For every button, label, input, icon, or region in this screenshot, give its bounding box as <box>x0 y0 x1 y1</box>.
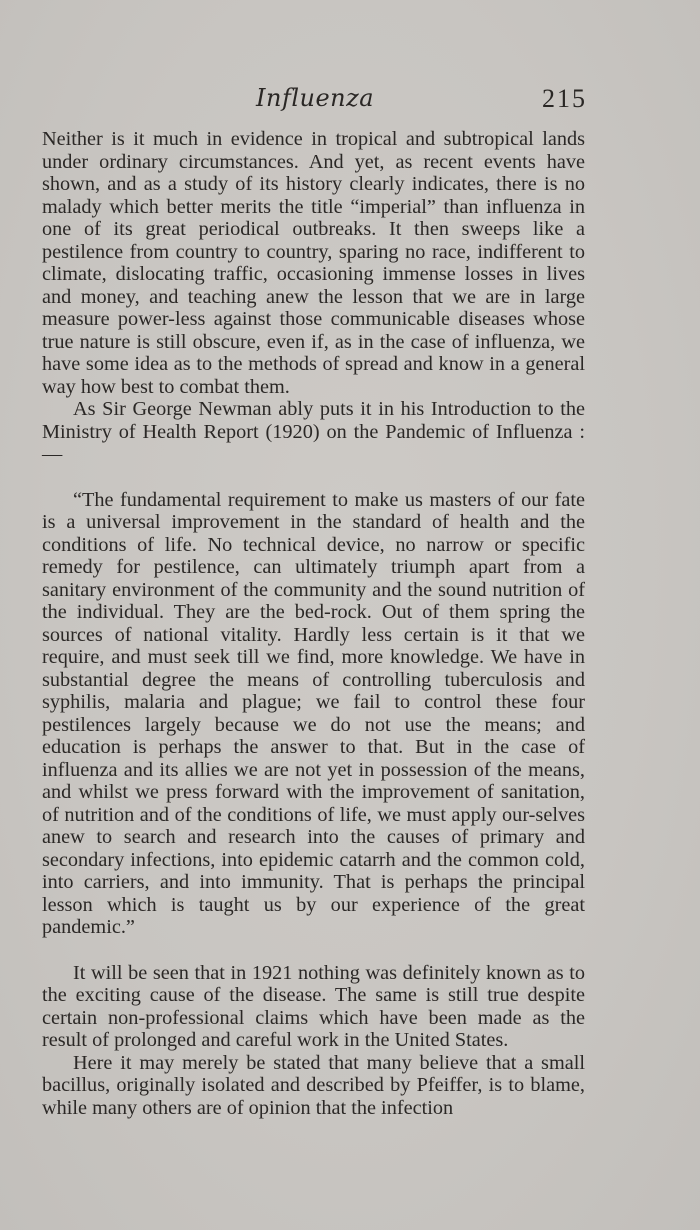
paragraph-1921: It will be seen that in 1921 nothing was definitely known as to the exciting cause of the disease. The same is still true despite certain non-professional claims which have been made as the result of prolonged and careful work in the United States. <box>42 961 585 1051</box>
block-quote: “The fundamental requirement to make us masters of our fate is a universal improvement in the standard of health and the conditions of life. No technical device, no narrow or specific remedy for pestilence, can ultimately triumph apart from a sanitary environment of the community and the sound nutrition of the individual. They are the bed-rock. Out of them spring the sources of national vitality. Hardly less certain is it that we require, and must seek till we find, more knowledge. We have in substantial degree the means of controlling tuberculosis and syphilis, malaria and plague; we fail to control these four pestilences largely because we do not use the means; and education is perhaps the answer to that. But in the case of influenza and its allies we are not yet in possession of the means, and whilst we press forward with the improvement of sanitation, of nutrition and of the conditions of life, we must apply our-selves anew to search and research into the causes of primary and secondary infections, into epidemic catarrh and the common cold, into carriers, and into immunity. That is perhaps the principal lesson which is taught us by our experience of the great pandemic.” <box>42 488 585 938</box>
paragraph-newman: As Sir George Newman ably puts it in his Introduction to the Ministry of Health Report (1920) on the Pandemic of Influenza :— <box>42 398 585 465</box>
page-header <box>42 84 587 124</box>
body-text <box>42 128 585 1119</box>
running-title: Influenza <box>256 84 375 112</box>
page-number: 215 <box>542 84 587 113</box>
paragraph-intro: Neither is it much in evidence in tropical and subtropical lands under ordinary circumstances. And yet, as recent events have shown, and as a study of its history clearly indicates, there is no malady which better merits the title “imperial” than influenza in one of its great periodical outbreaks. It then sweeps like a pestilence from country to country, sparing no race, indifferent to climate, dislocating traffic, occasioning immense losses in lives and money, and teaching anew the lesson that we are in large measure power-less against those communicable diseases whose true nature is still obscure, even if, as in the case of influenza, we have some idea as to the methods of spread and know in a general way how best to combat them. <box>42 128 585 398</box>
paragraph-pfeiffer: Here it may merely be stated that many believe that a small bacillus, originally isolated and described by Pfeiffer, is to blame, while many others are of opinion that the infection <box>42 1051 585 1119</box>
